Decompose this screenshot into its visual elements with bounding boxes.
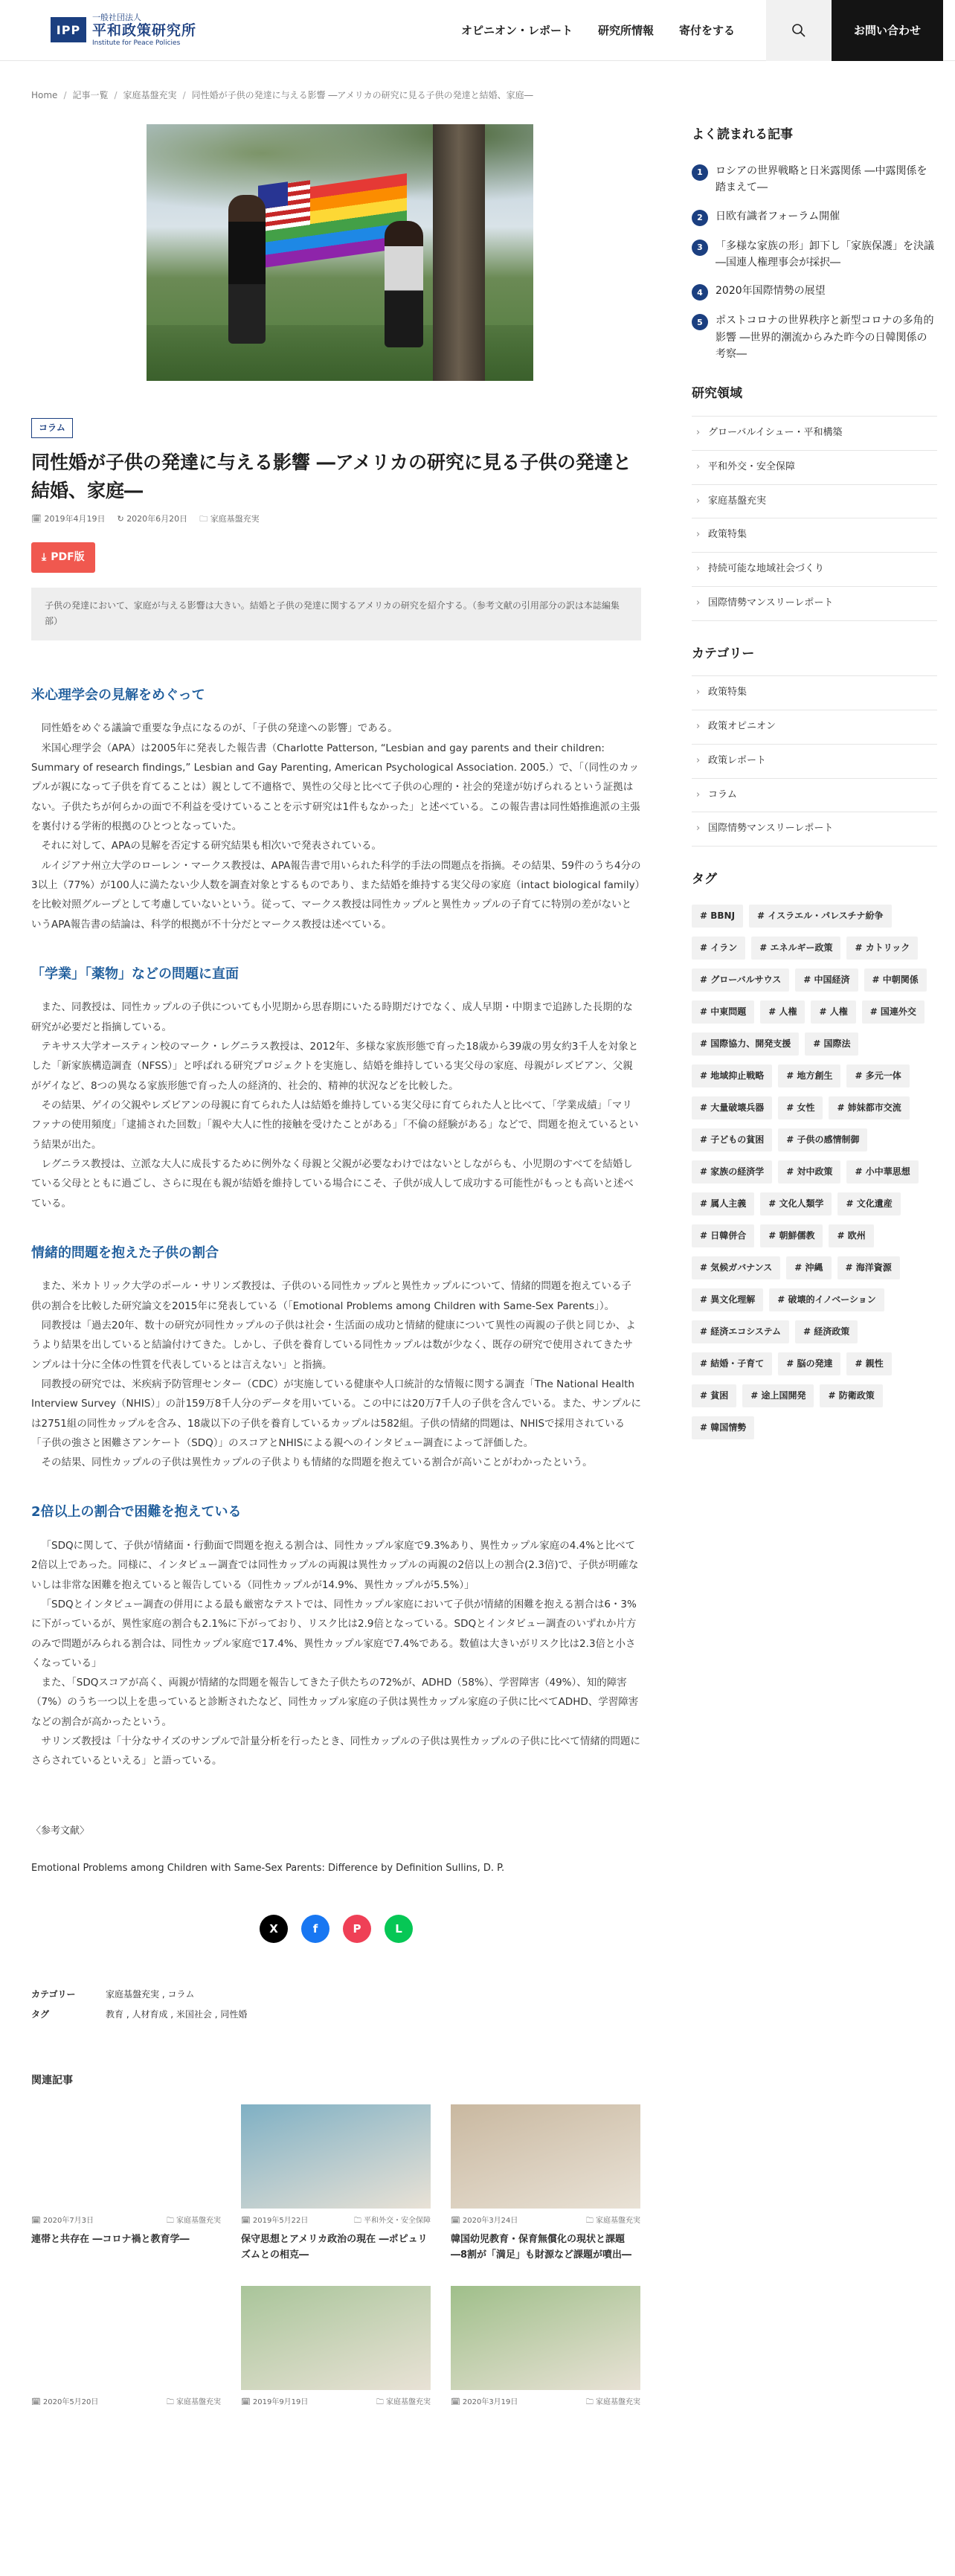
areas-list [692,416,937,621]
related-heading: 関連記事 [31,2074,73,2087]
tag-chip[interactable]: # BBNJ [692,905,743,928]
tag-chip[interactable]: # 途上国開発 [742,1384,814,1407]
section-4 [31,1500,641,1770]
related-meta [451,2214,640,2228]
rank-badge: 4 [692,284,708,301]
nav-donate[interactable]: 寄付をする [679,23,736,37]
main-nav [461,0,735,61]
paragraph: また、同教授は、同性カップルの子供についても小児期から思春期にいたる時期だけでなく、成人早期・中期まで追跡した長期的な研究が必要だと指摘している。 [31,1001,633,1033]
related-card[interactable] [241,2104,431,2263]
related-category: 🗀 家庭基盤充実 [166,2217,221,2226]
area-item[interactable]: › 国際情勢マンスリーレポート [692,587,937,621]
tag-chip[interactable]: # イラン [692,937,745,960]
paragraph: それに対して、APAの見解を否定する研究結果も相次いで発表されている。 [41,840,382,852]
tag-chip[interactable]: # 経済エコシステム [692,1320,789,1343]
tag-chip[interactable]: # 国連外交 [862,1000,925,1024]
article-title: 同性婚が子供の発達に与える影響 ―アメリカの研究に見る子供の発達と結婚、家庭― [31,452,631,501]
popular-item-title: 日欧有識者フォーラム開催 [716,210,840,222]
breadcrumb-articles[interactable]: 記事一覧 [72,90,109,100]
area-item[interactable]: › 持続可能な地域社会づくり [692,553,937,587]
breadcrumb-separator: / [114,90,118,100]
pocket-share-icon[interactable]: P [343,1915,371,1943]
related-thumbnail [451,2286,640,2390]
popular-list [692,163,937,363]
tag-chip[interactable]: # 小中華思想 [846,1160,918,1183]
tag-chip[interactable]: # 人権 [760,1000,805,1024]
tag-chip[interactable]: # エネルギー政策 [751,937,840,960]
related-date: 🗓 2019年5月22日 [241,2217,309,2226]
tag-chip[interactable]: # 地方創生 [778,1064,840,1088]
breadcrumb-separator: / [63,90,67,100]
tag-chip[interactable]: # 中朝関係 [864,969,927,992]
post-tag-row [31,2005,641,2024]
meta-category-text[interactable]: 家庭基盤充実 [210,514,260,524]
related-grid [31,2104,641,2409]
category-item[interactable]: › 政策レポート [692,745,937,779]
related-date: 🗓 2020年3月24日 [451,2217,518,2226]
tag-chip[interactable]: # 中東問題 [692,1000,754,1024]
related-category: 🗀 家庭基盤充実 [585,2217,640,2226]
hero-image [147,124,533,381]
tag-chip[interactable]: # 脳の発達 [778,1352,840,1375]
pdf-label: PDF版 [51,551,85,564]
tag-chip[interactable]: # 地域抑止戦略 [692,1064,772,1088]
tag-chip[interactable]: # 大量破壊兵器 [692,1096,772,1120]
related-thumbnail [241,2104,431,2209]
tag-chip[interactable]: # 破壊的イノベーション [769,1288,884,1311]
section-1 [31,684,641,934]
tag-chip[interactable]: # イスラエル・パレスチナ紛争 [749,905,892,928]
tag-chip[interactable]: # 家族の経済学 [692,1160,772,1183]
tag-chip[interactable]: # 子どもの貧困 [692,1128,772,1152]
hero-person-left [228,195,266,344]
tag-chip[interactable]: # 日韓併合 [692,1224,754,1247]
related-card[interactable] [241,2286,431,2409]
rank-badge: 5 [692,314,708,330]
section-heading: 情緒的問題を抱えた子供の割合 [31,1244,219,1261]
popular-item-title: 「多様な家族の形」卸下し「家族保護」を決議 ―国連人権理事会が採択― [716,240,934,269]
category-item[interactable]: › 国際情勢マンスリーレポート [692,812,937,847]
post-tag-value[interactable]: 教育 , 人材育成 , 米国社会 , 同性婚 [106,2008,248,2020]
tag-chip[interactable]: # 女性 [778,1096,823,1120]
area-item[interactable]: › 政策特集 [692,518,937,553]
article-category-tag[interactable]: コラム [31,418,73,438]
paragraph: また、米カトリック大学のポール・サリンズ教授は、子供のいる同性カップルと異性カップルについて、情緒的問題を抱えている子供の割合を比較した研究論文を2015年に発表している（「Emotional Problems among Children with Same-Sex Parents」）。 [31,1280,631,1312]
breadcrumb-current: 同性婚が子供の発達に与える影響 ―アメリカの研究に見る子供の発達と結婚、家庭― [191,90,533,100]
rank-badge: 1 [692,164,708,181]
related-meta [31,2396,221,2409]
share-buttons [31,1915,641,1943]
pdf-download-button[interactable] [31,542,95,573]
tag-chip[interactable]: # 異文化理解 [692,1288,763,1311]
logo-text [92,13,196,47]
logo-en: Institute for Peace Policies [92,39,181,47]
popular-item-title: 2020年国際情勢の展望 [716,285,826,298]
nav-institute-info[interactable]: 研究所情報 [598,23,655,37]
tag-chip[interactable]: # 韓国情勢 [692,1416,754,1439]
search-button[interactable] [766,0,832,61]
download-icon: ⤓ [42,551,47,564]
paragraph: サリンズ教授は「十分なサイズのサンプルで計量分析を行ったとき、同性カップルの子供は異性カップルの子供に比べて情緒的問題にさらされているといえる」と語っている。 [31,1735,640,1767]
area-item[interactable]: › グローバルイシュー・平和構築 [692,417,937,451]
category-item[interactable]: › 政策特集 [692,676,937,710]
related-title: 保守思想とアメリカ政治の現在 ―ポピュリズムとの相克― [241,2233,428,2261]
tags-list [692,905,937,1439]
related-date: 🗓 2020年5月20日 [31,2397,99,2406]
categories-heading: カテゴリー [692,646,755,661]
tag-chip[interactable]: # 中国経済 [795,969,858,992]
published-date-text: 2019年4月19日 [44,514,106,524]
updated-date [117,512,187,526]
references-label: 〈参考文献〉 [31,1825,90,1837]
post-meta [31,1985,641,2024]
search-icon [791,23,806,38]
related-meta [31,2214,221,2228]
article-meta [31,512,641,526]
sidebar [692,124,937,1439]
line-share-icon[interactable]: L [385,1915,413,1943]
related-thumbnail [31,2104,221,2209]
area-item[interactable]: › 家庭基盤充実 [692,485,937,519]
main-column [31,124,641,2409]
paragraph: 同性婚をめぐる議論で重要な争点になるのが、「子供の発達への影響」である。 [41,722,398,735]
related-category: 🗀 家庭基盤充実 [376,2397,431,2406]
article-summary: 子供の発達において、家庭が与える影響は大きい。結婚と子供の発達に関するアメリカの研究を紹介する。（参考文献の引用部分の訳は本誌編集部） [31,588,641,640]
site-header [0,0,955,61]
breadcrumb-home[interactable]: Home [31,90,58,100]
hero-person-right [385,221,423,347]
published-date [31,512,105,526]
areas-heading: 研究領域 [692,386,742,402]
paragraph: ルイジアナ州立大学のローレン・マークス教授は、APA報告書で用いられた科学的手法の問題点を指摘。その結果、59件のうち4分の3以上（77%）が100人に満たない少人数を調査対象とするものであり、また結婚を維持する実父母の家庭（intact biological family）を比較対照グループとして考慮していないという。従って、マークス教授は同性カップルと異性カップルの子育てに特別の差がないというAPA報告書の結論は、科学的根拠が不十分だとマークス教授は述べている。 [31,859,641,931]
paragraph: 「SDQに関して、子供が情緒面・行動面で問題を抱える割合は、同性カップル家庭で9.3%あり、異性カップル家庭の4.4%と比べて2倍以上であった。同様に、インタビュー調査では同性カップルの両親は異性カップルの両親の2倍以上の割合(2.3倍)で、子供が明確ないしは非常な困難を抱えていると報告している（同性カップルが14.9%、異性カップルが5.5%）」 [31,1539,639,1591]
related-thumbnail [451,2104,640,2209]
facebook-share-icon[interactable]: f [301,1915,329,1943]
paragraph: また、「SDQスコアが高く、両親が情緒的な問題を報告してきた子供たちの72%が、ADHD（58%）、学習障害（49%）、知的障害（7%）のうち一つ以上を患っていると診断されたなど、同性カップル家庭の子供は異性カップル家庭の子供に比べてADHD、学習障害などの割合が高かったという。 [31,1677,639,1728]
related-card[interactable] [451,2286,640,2409]
tag-chip[interactable]: # 朝鮮儒教 [760,1224,823,1247]
nav-opinion-report[interactable]: オピニオン・レポート [461,23,573,37]
x-share-icon[interactable]: X [260,1915,288,1943]
popular-item[interactable] [692,283,937,301]
related-meta [451,2396,640,2409]
tag-chip[interactable]: # 国際法 [805,1032,858,1056]
paragraph: その結果、ゲイの父親やレズビアンの母親に育てられた人は結婚を維持している実父母に育てられた人と比べて、「学業成績」「マリファナの使用頻度」「逮捕された回数」「親や大人に性的接触を受けたことがある」「不倫の経験がある」などで、問題を抱えているという結果が出た。 [31,1099,639,1151]
tag-chip[interactable]: # 属人主義 [692,1192,754,1215]
tag-chip[interactable]: # 欧州 [829,1224,873,1247]
related-title: 連帯と共存在 ―コロナ禍と教育学― [31,2233,190,2245]
breadcrumb-category[interactable]: 家庭基盤充実 [123,90,177,100]
tag-chip[interactable]: # カトリック [846,937,918,960]
logo-sub: 一般社団法人 [92,13,141,23]
hero-tree [433,124,485,381]
updated-date-text: 2020年6月20日 [126,514,188,524]
paragraph: 「SDQとインタビュー調査の併用による最も厳密なテストでは、同性カップル家庭において子供が情緒的困難を抱える割合は6・3%に下がっているが、異性家庭の割合も2.1%に下がっており、リスク比は2.9倍となっている。SDQとインタビュー調査のいずれか片方のみで問題がみられる割合は、同性カップル家庭で17.4%、異性カップル家庭で7.4%である。数値は大きいがリスク比は2.3倍と小さくなっている」 [31,1598,637,1669]
logo-mark: IPP [51,17,86,42]
area-item[interactable]: › 平和外交・安全保障 [692,451,937,485]
tag-chip[interactable]: # 多元一体 [846,1064,909,1088]
folder-icon: 🗀 [199,514,210,524]
site-logo[interactable] [51,13,196,47]
popular-heading: よく読まれる記事 [692,127,793,142]
paragraph: テキサス大学オースティン校のマーク・レグニラス教授は、2012年、多様な家族形態で育った18歳から39歳の男女約3千人を対象とした「新家族構造調査（NFSS）」と呼ばれる研究プロジェクトを実施し、結婚を維持している実父母の家庭、母親がレズビアン、父親がゲイなど、8つの異なる家族形態で育った人の経済的、社会的、精神的状況などを比較した。 [31,1041,639,1092]
tag-chip[interactable]: # 姉妹都市交流 [829,1096,909,1120]
related-title: 韓国幼児教育・保育無償化の現状と課題 ―8割が「満足」も財源など課題が噴出― [451,2233,632,2261]
breadcrumb [31,88,955,103]
tag-chip[interactable]: # 貧困 [692,1384,736,1407]
contact-button[interactable]: お問い合わせ [832,0,943,61]
related-meta [241,2214,431,2228]
post-tag-label: タグ [31,2008,50,2020]
popular-item[interactable] [692,312,937,362]
tag-chip[interactable]: # 文化遺産 [837,1192,900,1215]
related-thumbnail [241,2286,431,2390]
related-category: 🗀 家庭基盤充実 [585,2397,640,2406]
tag-chip[interactable]: # 子供の感情制御 [778,1128,867,1152]
logo-main: 平和政策研究所 [92,22,197,39]
tag-chip[interactable]: # 気候ガバナンス [692,1256,780,1279]
tag-chip[interactable]: # 海洋資源 [837,1256,900,1279]
related-card[interactable] [31,2286,221,2409]
paragraph: その結果、同性カップルの子供は異性カップルの子供よりも情緒的な問題を抱えている割合が高いことがわかったという。 [41,1456,593,1469]
related-date: 🗓 2019年9月19日 [241,2397,309,2406]
paragraph: レグニラス教授は、立派な大人に成長するために例外なく母親と父親が必要なわけではないとしながらも、小児期のすべてを結婚している父母とともに過ごし、さらに現在も親が結婚を維持している場合にこそ、子供が成人して成功する可能性がもっとも高いと述べている。 [31,1157,634,1210]
post-category-value[interactable]: 家庭基盤充実 , コラム [106,1989,195,2000]
related-thumbnail [31,2286,221,2390]
meta-category [199,512,260,526]
tag-chip[interactable]: # 防衛政策 [820,1384,882,1407]
related-card[interactable] [31,2104,221,2263]
popular-item-title: ポストコロナの世界秩序と新型コロナの多角的影響 ―世界的潮流からみた昨今の日韓関係の考察― [716,315,934,361]
popular-item[interactable] [692,163,937,196]
tag-chip[interactable]: # 文化人類学 [760,1192,832,1215]
post-category-label: カテゴリー [31,1989,76,2000]
related-card[interactable] [451,2104,640,2263]
section-heading: 米心理学会の見解をめぐって [31,687,205,703]
category-item[interactable]: › 政策オピニオン [692,710,937,745]
tag-chip[interactable]: # 沖縄 [786,1256,831,1279]
calendar-icon: 🗓 [31,514,45,524]
popular-item-title: ロシアの世界戦略と日米露関係 ―中露関係を踏まえて― [716,164,927,194]
references-text: Emotional Problems among Children with Same-Sex Parents: Difference by Definition Sullins, D. P. [31,1863,505,1875]
breadcrumb-separator: / [182,90,186,100]
tag-chip[interactable]: # 経済政策 [795,1320,858,1343]
tag-chip[interactable]: # 親性 [846,1352,891,1375]
section-3 [31,1242,641,1473]
popular-item[interactable] [692,208,937,226]
section-heading: 「学業」「薬物」などの問題に直面 [31,966,239,982]
related-date: 🗓 2020年3月19日 [451,2397,518,2406]
related-category: 🗀 平和外交・安全保障 [353,2217,431,2226]
refresh-icon: ↻ [117,514,127,524]
tag-chip[interactable]: # 結婚・子育て [692,1352,772,1375]
tags-heading: タグ [692,872,717,887]
tag-chip[interactable]: # 国際協力、開発支援 [692,1032,799,1056]
related-date: 🗓 2020年7月3日 [31,2217,94,2226]
related-meta [241,2396,431,2409]
section-heading: 2倍以上の割合で困難を抱えている [31,1504,242,1520]
tag-chip[interactable]: # 人権 [811,1000,855,1024]
categories-list [692,675,937,847]
tag-chip[interactable]: # グローバルサウス [692,969,789,992]
paragraph: 同教授は「過去20年、数十の研究が同性カップルの子供は社会・生活面の成功と情緒的健康について異性の両親の子供と同じか、ようより結果を出していると結論付けてきた。しかし、子供を養育している同性カップルは数が少なく、既存の研究で使用されてきたサンプルは十分に全体の性質を代表しているとは言えない」と指摘。 [31,1319,636,1371]
section-2 [31,963,641,1213]
rank-badge: 2 [692,210,708,226]
paragraph: 米国心理学会（APA）は2005年に発表した報告書（Charlotte Patterson, “Lesbian and gay parents and their children: Summary of research findings,” Lesbian and Gay Parenting, American Psychological Association. 2005.）で、「（同性のカップルが親になって子供を育てることは）親として不適格で、異性の父母と比べて子供の心理的・社会的発達が妨げられるという証拠はない。子供たちが何らかの面で不利益を受けていることを示す研究は1件もなかった」と述べている。この報告書は同性婚推進派の主張を裏付ける学術的根拠のひとつとなっていた。 [31,742,640,832]
rank-badge: 3 [692,240,708,256]
related-category: 🗀 家庭基盤充実 [166,2397,221,2406]
popular-item[interactable] [692,238,937,272]
category-item[interactable]: › コラム [692,779,937,813]
tag-chip[interactable]: # 対中政策 [778,1160,840,1183]
post-category-row [31,1985,641,2004]
paragraph: 同教授の研究では、米疾病予防管理センター（CDC）が実施している健康や人口統計的な情報に関する調査「The National Health Interview Survey（NHIS）」の計159万8千人分のデータを用いている。この中には20万7千人の子供を含んでいる。また、サンプルには2751組の同性カップルを含み、18歳以下の子供を養育しているカップルは582組。子供の情緒的問題は、NHISで採用されている「子供の強さと困難さアンケート（SDQ）」のスコアとNHISによる親へのインタビュー調査によって評価した。 [31,1378,641,1449]
